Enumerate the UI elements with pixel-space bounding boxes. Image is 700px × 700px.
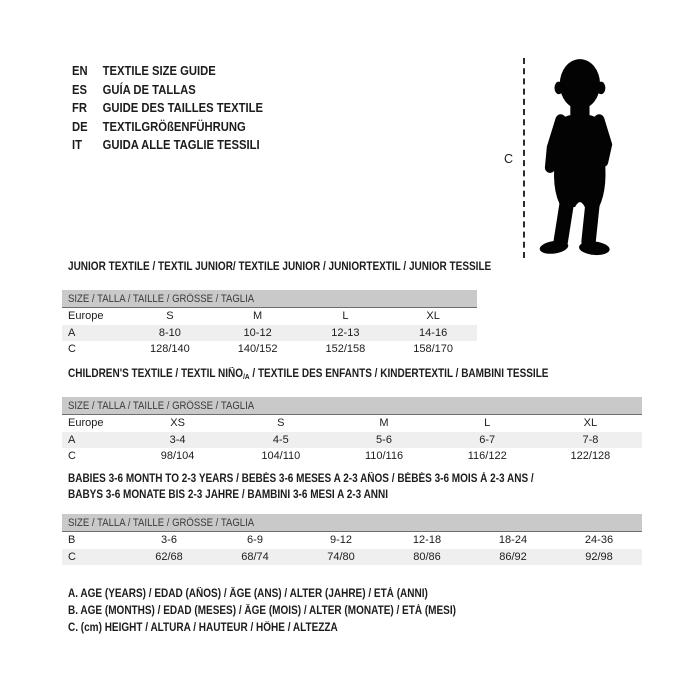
height-value: 158/170	[413, 343, 453, 356]
height-value: 110/116	[364, 450, 404, 463]
baby-silhouette-icon	[530, 56, 626, 260]
age-value: 18-24	[498, 534, 528, 547]
junior-table-title: JUNIOR TEXTILE / TEXTIL JUNIOR/ TEXTILE JUNIOR / JUNIORTEXTIL / JUNIOR TESSILE	[68, 261, 492, 273]
height-value: 92/98	[585, 550, 613, 563]
row-label: A	[68, 433, 76, 446]
size-header-bar	[62, 514, 642, 532]
size-value: XL	[426, 310, 440, 323]
height-measure-label: C	[504, 152, 514, 166]
age-value: 3-4	[169, 433, 186, 446]
table-row-height	[62, 549, 642, 566]
baby-figure	[496, 54, 646, 268]
age-value: 6-9	[247, 534, 263, 547]
table-row-age	[62, 432, 642, 449]
height-value: 104/110	[261, 450, 301, 463]
junior-size-table	[62, 290, 477, 358]
height-value: 80/86	[413, 550, 441, 563]
babies-table-title	[68, 471, 534, 503]
language-code: ES	[72, 82, 88, 97]
age-value: 12-18	[412, 534, 442, 547]
table-row-height	[62, 448, 642, 465]
size-header-text: SIZE / TALLA / TAILLE / GRÖSSE / TAGLIA	[68, 516, 255, 529]
age-value: 6-7	[479, 433, 496, 446]
height-value: 116/122	[467, 450, 507, 463]
height-value: 140/152	[237, 343, 278, 356]
title-text: / TEXTILE DES ENFANTS / KINDERTEXTIL / BAMBINI TESSILE	[249, 368, 549, 380]
language-label: GUÍA DE TALLAS	[102, 82, 196, 97]
row-label: Europe	[68, 310, 104, 323]
height-value: 122/128	[570, 450, 611, 463]
size-value: M	[379, 417, 389, 430]
height-value: 98/104	[160, 450, 195, 463]
title-line-1: BABIES 3-6 MONTH TO 2-3 YEARS / BEBÉS 3-6 MESES A 2-3 AÑOS / BÉBÉS 3-6 MOIS À 2-3 ANS /	[68, 473, 534, 485]
legend-line-c: C. (cm) HEIGHT / ALTURA / HAUTEUR / HÖHE / ALTEZZA	[68, 622, 338, 634]
language-row-fr	[72, 99, 263, 118]
language-row-de	[72, 118, 263, 137]
children-size-table	[62, 397, 642, 465]
title-subscript: /A	[243, 372, 250, 381]
height-value: 62/68	[155, 550, 183, 563]
size-value: XL	[583, 417, 598, 430]
size-header-bar	[62, 290, 477, 308]
row-label: B	[68, 534, 76, 547]
table-row-height	[62, 341, 477, 358]
language-label: TEXTILE SIZE GUIDE	[102, 64, 216, 79]
language-label: TEXTILGRÖßENFÜHRUNG	[102, 119, 246, 134]
language-row-en	[72, 62, 263, 81]
age-value: 7-8	[582, 433, 599, 446]
row-label: A	[68, 326, 76, 339]
height-value: 128/140	[149, 343, 190, 356]
height-value: 86/92	[499, 550, 527, 563]
language-code: FR	[72, 101, 88, 116]
table-row-europe	[62, 415, 642, 432]
title-line-2: BABYS 3-6 MONATE BIS 2-3 JAHRE / BAMBINI 3-6 MESI A 2-3 ANNI	[68, 489, 389, 501]
language-code: EN	[72, 64, 88, 79]
age-value: 8-10	[158, 326, 181, 339]
age-value: 5-6	[376, 433, 392, 446]
size-value: L	[484, 417, 491, 430]
language-label: GUIDA ALLE TAGLIE TESSILI	[102, 138, 260, 153]
height-value: 68/74	[241, 550, 269, 563]
size-header-text: SIZE / TALLA / TAILLE / GRÖSSE / TAGLIA	[68, 399, 255, 412]
age-value: 24-36	[584, 534, 614, 547]
size-value: S	[277, 417, 285, 430]
height-value: 74/80	[327, 550, 355, 563]
age-value: 3-6	[161, 534, 177, 547]
age-value: 10-12	[243, 326, 272, 339]
height-dashed-line	[523, 58, 525, 258]
size-value: S	[166, 310, 174, 323]
title-text: CHILDREN'S TEXTILE / TEXTIL NIÑO	[68, 368, 244, 380]
table-row-age	[62, 325, 477, 342]
age-value: 12-13	[331, 326, 360, 339]
row-label: C	[68, 550, 76, 563]
language-label: GUIDE DES TAILLES TEXTILE	[102, 101, 264, 116]
legend-line-a: A. AGE (YEARS) / EDAD (AÑOS) / ÂGE (ANS) / ALTER (JAHRE) / ETÀ (ANNI)	[68, 588, 428, 600]
size-header-text: SIZE / TALLA / TAILLE / GRÖSSE / TAGLIA	[68, 292, 255, 305]
legend-line-b: B. AGE (MONTHS) / EDAD (MESES) / ÂGE (MOIS) / ALTER (MONATE) / ETÀ (MESI)	[68, 605, 456, 617]
age-value: 4-5	[272, 433, 289, 446]
age-value: 9-12	[329, 534, 353, 547]
size-header-bar	[62, 397, 642, 415]
children-table-title	[68, 368, 548, 380]
table-row-age-months	[62, 532, 642, 549]
babies-size-table	[62, 514, 642, 565]
size-value: XS	[170, 417, 185, 430]
legend	[68, 588, 514, 639]
language-code: DE	[72, 119, 88, 134]
language-row-it	[72, 136, 263, 155]
height-value: 152/158	[325, 343, 366, 356]
row-label: C	[68, 450, 76, 463]
language-code: IT	[72, 138, 82, 153]
language-list	[72, 62, 284, 155]
table-row-europe	[62, 308, 477, 325]
size-value: M	[253, 310, 263, 323]
row-label: C	[68, 343, 76, 356]
age-value: 14-16	[419, 326, 448, 339]
row-label: Europe	[68, 417, 104, 430]
language-row-es	[72, 81, 263, 100]
size-value: L	[342, 310, 349, 323]
